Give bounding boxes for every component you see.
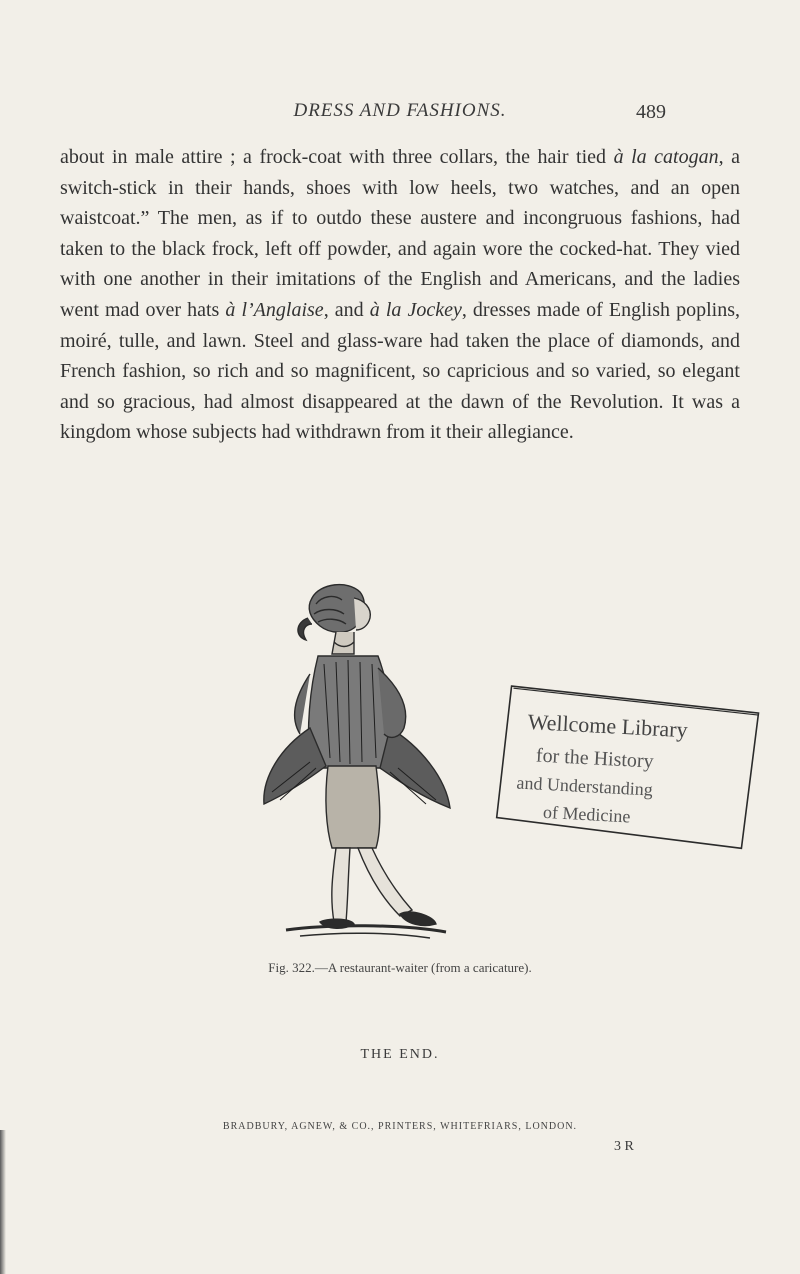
signature-mark: 3 R	[614, 1139, 634, 1154]
running-title: DRESS AND FASHIONS.	[293, 100, 507, 121]
paragraph-text	[60, 142, 740, 448]
figure-illustration	[250, 578, 760, 948]
stamp-line-4: of Medicine	[542, 801, 631, 827]
page-number: 489	[636, 101, 666, 123]
italic-phrase: à la Jockey	[369, 298, 462, 321]
text-segment: , dresses made of English poplins, moiré, tulle, and lawn. Steel and glass-ware had taken the place of diamonds, and French fashion, so rich and so magnificent, so capricious and so varied, so elegant and so gracious, had almost disappeared at the dawn of the Revolution. It was a kingdom whose subjects had withdrawn from it their allegiance.	[60, 298, 740, 444]
figure-caption: Fig. 322.—A restaurant-waiter (from a caricature).	[268, 960, 532, 975]
text-segment: , a switch-stick in their hands, shoes with low heels, two watches, and an open waistcoat.” The men, as if to outdo these austere and incongruous fashions, had taken to the black frock, left off powder, and again wore the cocked-hat. They vied with one another in their imitations of the English and Americans, and the ladies went mad over hats	[60, 146, 740, 321]
stamp-line-1: Wellcome Library	[527, 709, 689, 743]
waiter-figure	[264, 585, 450, 938]
printer-imprint: BRADBURY, AGNEW, & CO., PRINTERS, WHITEFRIARS, LONDON.	[222, 1121, 578, 1132]
caricature-drawing	[250, 578, 760, 948]
page-edge-shadow	[0, 1130, 6, 1274]
italic-phrase: à la catogan	[613, 146, 719, 168]
stamp-line-2: for the History	[535, 744, 655, 773]
italic-phrase: à l’Anglaise	[225, 298, 324, 321]
body-paragraph	[60, 142, 740, 448]
library-stamp	[496, 686, 759, 849]
the-end-heading: THE END.	[360, 1047, 440, 1062]
text-segment: about in male attire ; a frock-coat with three collars, the hair tied	[60, 146, 614, 168]
stamp-line-3: and Understanding	[516, 772, 654, 800]
text-segment: , and	[323, 298, 370, 321]
